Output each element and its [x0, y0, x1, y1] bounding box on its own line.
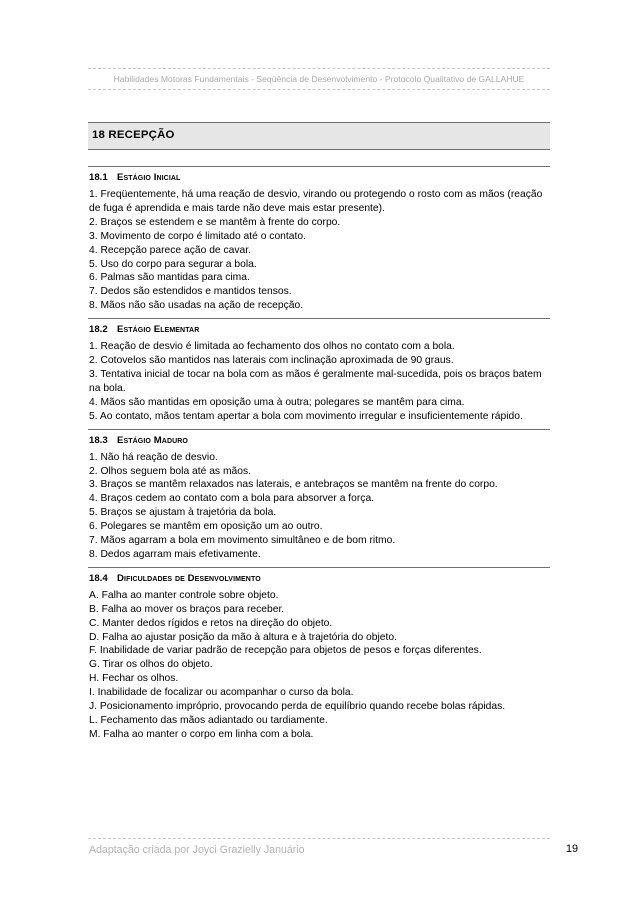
list-item: G. Tirar os olhos do objeto. — [89, 659, 213, 671]
list-item: 3. Braços se mantêm relaxados nas laterais, e antebraços se mantêm na frente do corpo. — [89, 479, 498, 491]
list-item: 4. Recepção parece ação de cavar. — [89, 244, 251, 256]
list-item: C. Manter dedos rígidos e retos na direção do objeto. — [89, 617, 333, 629]
list-item: 1. Não há reação de desvio. — [89, 451, 218, 463]
item-list — [88, 188, 550, 313]
item-list — [88, 340, 550, 423]
chapter-title: 18 RECEPÇÃO — [92, 129, 175, 141]
list-item: 1. Freqüentemente, há uma reação de desvio, virando ou protegendo o rosto com as mãos (reação de fuga é aprendida e mais tarde não deve mais estar presente). — [89, 189, 543, 214]
list-item: 8. Dedos agarram mais efetivamente. — [89, 548, 261, 560]
list-item: 3. Movimento de corpo é limitado até o contato. — [89, 230, 306, 242]
section-number: 18.1 — [89, 172, 108, 183]
footer-credit: Adaptação criada por Joyci Grazielly Januário — [89, 844, 305, 856]
list-item: 6. Polegares se mantêm em oposição um ao outro. — [89, 521, 323, 533]
running-header-text: Habilidades Motoras Fundamentais - Seqüência de Desenvolvimento - Protocolo Qualitativo de GALLAHUE — [113, 74, 525, 84]
section-number: 18.3 — [89, 434, 108, 446]
section-number: 18.4 — [89, 572, 108, 584]
list-item: 7. Dedos são estendidos e mantidos tensos. — [89, 286, 292, 298]
item-list — [88, 451, 550, 562]
list-item: 4. Mãos são mantidas em oposição uma à outra; polegares se mantêm para cima. — [89, 396, 465, 408]
section-number: 18.2 — [89, 324, 108, 336]
list-item: 2. Braços se estendem e se mantêm à frente do corpo. — [89, 216, 341, 228]
section-title: Estágio Maduro — [117, 434, 188, 446]
list-item: 6. Palmas são mantidas para cima. — [89, 272, 250, 284]
list-item: 4. Braços cedem ao contato com a bola para absorver a força. — [89, 493, 375, 505]
section-heading — [88, 572, 550, 586]
section-title: Estágio Inicial — [117, 172, 181, 183]
list-item: 1. Reação de desvio é limitada ao fechamento dos olhos no contato com a bola. — [89, 341, 455, 353]
section-dificuldades — [88, 567, 550, 742]
list-item: M. Falha ao manter o corpo em linha com a bola. — [89, 728, 314, 740]
section-title: Dificuldades de Desenvolvimento — [117, 572, 261, 584]
list-item: I. Inabilidade de focalizar ou acompanhar o curso da bola. — [89, 687, 354, 699]
document-body — [88, 166, 550, 747]
section-estagio-elementar — [88, 318, 550, 423]
list-item: L. Fechamento das mãos adiantado ou tardiamente. — [89, 715, 328, 726]
section-heading — [88, 171, 550, 185]
list-item: F. Inabilidade de variar padrão de recepção para objetos de pesos e forças diferentes. — [89, 645, 482, 657]
list-item: 5. Ao contato, mãos tentam apertar a bola com movimento irregular e insuficientemente rápido. — [89, 410, 523, 422]
section-title: Estágio Elementar — [117, 324, 200, 336]
list-item: 7. Mãos agarram a bola em movimento simultâneo e de bom ritmo. — [89, 535, 396, 547]
list-item: 8. Mãos não são usadas na ação de recepção. — [89, 300, 304, 312]
list-item: B. Falha ao mover os braços para receber. — [89, 603, 285, 615]
chapter-title-bar — [88, 122, 550, 150]
section-estagio-maduro — [88, 429, 550, 562]
list-item: H. Fechar os olhos. — [89, 673, 179, 685]
section-heading — [88, 434, 550, 448]
list-item: A. Falha ao manter controle sobre objeto. — [89, 589, 279, 601]
list-item: 5. Braços se ajustam à trajetória da bola. — [89, 507, 277, 519]
running-header — [88, 68, 550, 90]
list-item: 2. Cotovelos são mantidos nas laterais com inclinação aproximada de 90 graus. — [89, 355, 454, 367]
section-heading — [88, 323, 550, 337]
list-item: 3. Tentativa inicial de tocar na bola com as mãos é geralmente mal-sucedida, pois os braços batem na bola. — [89, 368, 542, 394]
item-list — [88, 589, 550, 742]
list-item: J. Posicionamento impróprio, provocando perda de equilíbrio quando recebe bolas rápidas. — [89, 701, 506, 713]
footer-divider — [88, 838, 550, 839]
section-estagio-inicial — [88, 166, 550, 313]
list-item: 2. Olhos seguem bola até as mãos. — [89, 465, 251, 477]
page-number: 19 — [565, 843, 578, 855]
list-item: 5. Uso do corpo para segurar a bola. — [89, 258, 257, 270]
list-item: D. Falha ao ajustar posição da mão à altura e à trajetória do objeto. — [89, 631, 397, 643]
